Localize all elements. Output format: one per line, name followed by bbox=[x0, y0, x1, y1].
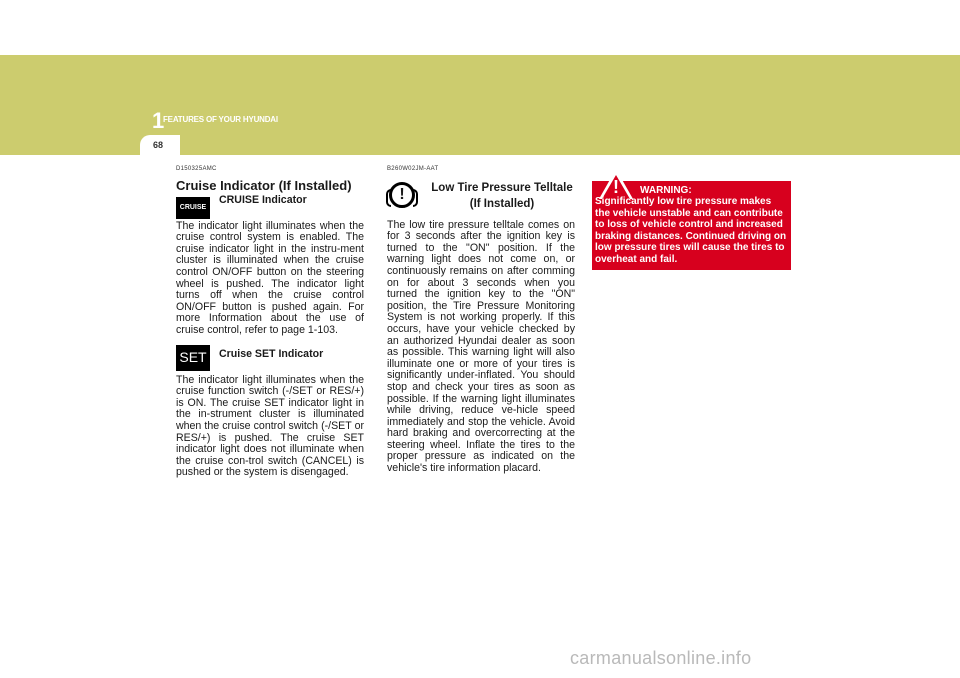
cruise-indicator-icon: CRUISE bbox=[176, 197, 210, 219]
set-indicator-icon: SET bbox=[176, 345, 210, 371]
tpms-section-code: B260W02JM-AAT bbox=[387, 166, 439, 172]
cruise-indicator-label: CRUISE Indicator bbox=[219, 193, 307, 206]
set-indicator-row bbox=[176, 345, 364, 375]
cruise-section-code: D150325AMC bbox=[176, 166, 217, 172]
tpms-title-row bbox=[387, 180, 575, 220]
page-number: 68 bbox=[153, 140, 164, 150]
section-number: 1 bbox=[152, 108, 165, 133]
section-title: FEATURES OF YOUR HYUNDAI bbox=[163, 115, 278, 124]
tpms-section bbox=[387, 164, 575, 475]
warning-title: WARNING: bbox=[640, 185, 692, 196]
set-paragraph: The indicator light illuminates when the cruise function switch (-/SET or RES/+) is ON. The cruise SET indicator light in the in-strument cluster is illuminated when the cruise control switch (-/SET or RES/+) is pushed. The cruise SET indicator light does not illuminate when the cruise con-trol switch (CANCEL) is pushed or the system is disengaged. bbox=[176, 373, 364, 479]
cruise-section bbox=[176, 164, 364, 479]
warning-box bbox=[592, 177, 791, 270]
cruise-indicator-row bbox=[176, 195, 364, 221]
cruise-paragraph: The indicator light illuminates when the cruise control system is enabled. The cruise indicator light in the instru-ment cluster is illuminated when the cruise control ON/OFF button on the steering wheel is pushed. The indicator light turns off when the cruise control ON/OFF button is pushed again. For more Information about the use of cruise control, refer to page 1-103. bbox=[176, 219, 364, 336]
tpms-paragraph: The low tire pressure telltale comes on for 3 seconds after the ignition key is turned to the "ON" position. If the warning light does not come on, or continuously remains on after comming on for about 3 seconds when you turned the ignition key to the "ON" position, the Tire Pressure Monitoring System is not working properly. If this occurs, have your vehicle checked by an authorized Hyundai dealer as soon as possible. This warning light will also illuminate one or more of your tires is significantly under-inflated. You should stop and check your tires as soon as possible. If the warning light illuminates while driving, reduce ve-hicle speed immediately and stop the vehicle. Avoid hard braking and overcorrecting at the steering wheel. Inflate the tires to the proper pressure as indicated on the vehicle's tire information placard. bbox=[387, 218, 575, 475]
watermark: carmanualsonline.info bbox=[570, 648, 752, 668]
tpms-title: Low Tire Pressure Telltale (If Installed) bbox=[431, 181, 573, 210]
warning-exclamation: ! bbox=[613, 177, 619, 197]
tire-pressure-warning-icon: ! bbox=[389, 182, 415, 208]
warning-body: Significantly low tire pressure makes the vehicle unstable and can contribute to loss of vehicle control and increased braking distances. Continued driving on low pressure tires will cause the tires to overheat and fail. bbox=[595, 196, 787, 265]
set-indicator-label: Cruise SET Indicator bbox=[219, 347, 324, 360]
cruise-heading: Cruise Indicator (If Installed) bbox=[176, 177, 352, 193]
